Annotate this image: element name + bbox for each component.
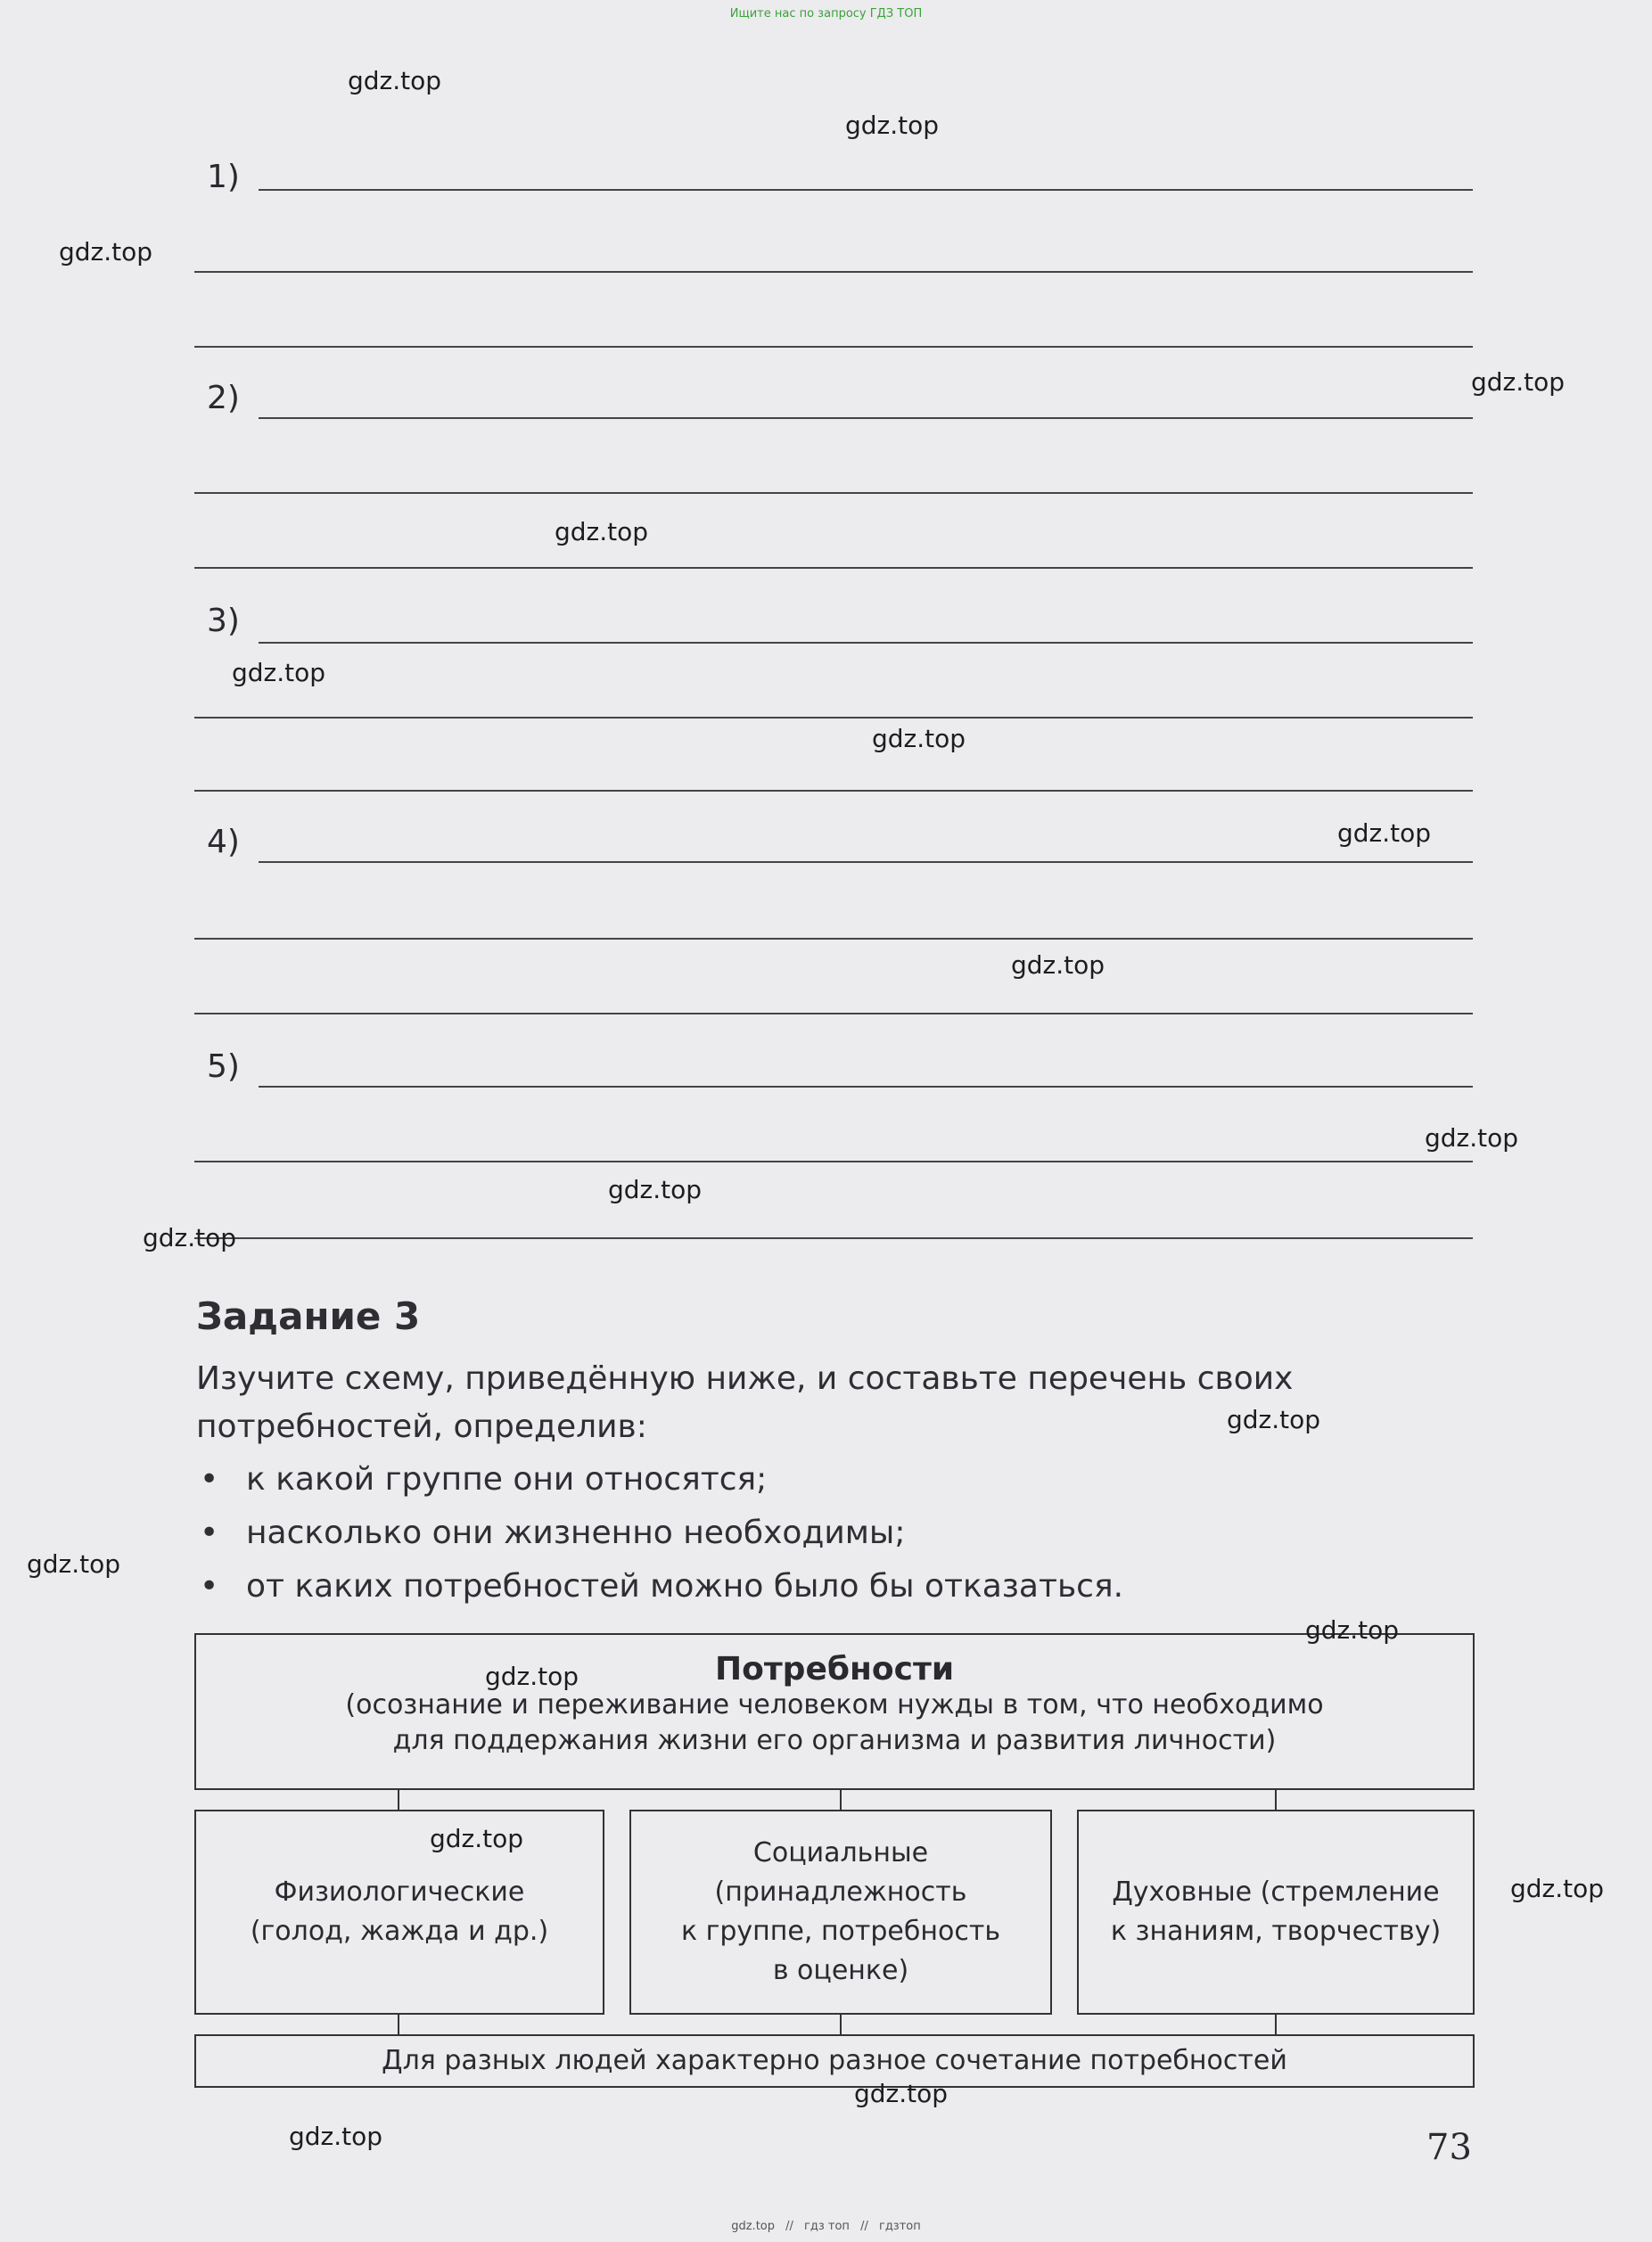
bottom-banner-separator: // bbox=[785, 2220, 793, 2233]
task-bullet-list bbox=[196, 1453, 1123, 1614]
scheme-connector bbox=[398, 1790, 399, 1810]
watermark: gdz.top bbox=[1305, 1615, 1400, 1645]
watermark: gdz.top bbox=[485, 1662, 579, 1691]
scheme-needs-definition-line1: (осознание и переживание человеком нужды в том, что необходимо bbox=[345, 1689, 1324, 1721]
task-bullet: • от каких потребностей можно было бы отказаться. bbox=[196, 1560, 1123, 1614]
scheme-physiological-box bbox=[194, 1810, 604, 2015]
watermark: gdz.top bbox=[289, 2122, 383, 2151]
scheme-needs-title: Потребности bbox=[714, 1651, 955, 1688]
task-title: Задание 3 bbox=[196, 1294, 421, 1338]
watermark: gdz.top bbox=[845, 111, 940, 140]
scheme-connector bbox=[1275, 1790, 1277, 1810]
scheme-social-examples-line: (принадлежность bbox=[714, 1877, 967, 1908]
scheme-social-title: Социальные bbox=[752, 1837, 929, 1868]
scheme-social-examples-line: к группе, потребность bbox=[680, 1916, 1001, 1947]
scheme-social-box bbox=[629, 1810, 1052, 2015]
scheme-needs-box bbox=[194, 1633, 1475, 1790]
answer-line bbox=[194, 1161, 1473, 1162]
answer-line bbox=[259, 417, 1473, 419]
answer-number-4: 4) bbox=[207, 824, 240, 860]
bottom-banner-link[interactable]: гдз топ bbox=[804, 2220, 850, 2233]
scheme-bottom-box: Для разных людей характерно разное сочетание потребностей bbox=[194, 2034, 1475, 2088]
watermark: gdz.top bbox=[1510, 1874, 1605, 1903]
scheme-connector bbox=[1275, 2015, 1277, 2034]
watermark: gdz.top bbox=[854, 2079, 949, 2108]
answer-line bbox=[194, 790, 1473, 792]
watermark: gdz.top bbox=[1425, 1123, 1519, 1153]
scheme-spiritual-box bbox=[1077, 1810, 1475, 2015]
task-bullet: • насколько они жизненно необходимы; bbox=[196, 1507, 1123, 1560]
scheme-physiological-examples: (голод, жажда и др.) bbox=[250, 1916, 549, 1947]
answer-line bbox=[194, 567, 1473, 569]
watermark: gdz.top bbox=[608, 1175, 703, 1204]
watermark: gdz.top bbox=[59, 237, 153, 267]
watermark: gdz.top bbox=[1337, 818, 1432, 848]
show-through-text bbox=[383, 535, 393, 571]
watermark: gdz.top bbox=[1227, 1405, 1321, 1434]
scheme-spiritual-line: к знаниям, творчеству) bbox=[1110, 1916, 1442, 1947]
answer-line bbox=[259, 642, 1473, 644]
watermark: gdz.top bbox=[1011, 950, 1105, 980]
bottom-banner-separator: // bbox=[860, 2220, 868, 2233]
answer-line bbox=[194, 717, 1473, 719]
top-banner[interactable]: Ищите нас по запросу ГДЗ ТОП bbox=[729, 7, 923, 21]
watermark: gdz.top bbox=[143, 1223, 237, 1252]
answer-line bbox=[259, 189, 1473, 191]
watermark: gdz.top bbox=[27, 1549, 121, 1579]
answer-number-5: 5) bbox=[207, 1048, 240, 1085]
answer-line bbox=[194, 938, 1473, 940]
answer-number-2: 2) bbox=[207, 380, 240, 416]
answer-number-1: 1) bbox=[207, 159, 240, 195]
watermark: gdz.top bbox=[348, 66, 442, 95]
answer-line bbox=[194, 346, 1473, 348]
answer-line bbox=[194, 1013, 1473, 1014]
bottom-banner-link[interactable]: гдзтоп bbox=[878, 2220, 921, 2233]
scheme-connector bbox=[840, 1790, 842, 1810]
bottom-banner-link[interactable]: gdz.top bbox=[731, 2220, 775, 2233]
scheme-connector bbox=[398, 2015, 399, 2034]
page-number: 73 bbox=[1426, 2127, 1472, 2168]
answer-line bbox=[259, 1086, 1473, 1088]
task-text: Изучите схему, приведённую ниже, и составьте перечень своих потребностей, определив: bbox=[196, 1360, 1294, 1445]
scheme-connector bbox=[840, 2015, 842, 2034]
watermark: gdz.top bbox=[1471, 367, 1566, 397]
scheme-needs-definition-line2: для поддержания жизни его организма и развития личности) bbox=[392, 1725, 1277, 1756]
answer-line bbox=[259, 861, 1473, 863]
answer-number-3: 3) bbox=[207, 603, 240, 639]
scheme-physiological-title: Физиологические bbox=[274, 1877, 525, 1908]
answer-line bbox=[194, 271, 1473, 273]
bottom-banner[interactable] bbox=[0, 2220, 1652, 2233]
watermark: gdz.top bbox=[555, 517, 649, 546]
watermark: gdz.top bbox=[872, 724, 966, 753]
answer-line bbox=[194, 492, 1473, 494]
scheme-social-examples-line: в оценке) bbox=[772, 1955, 909, 1986]
task-bullet: • к какой группе они относятся; bbox=[196, 1453, 1123, 1507]
watermark: gdz.top bbox=[232, 658, 326, 687]
answer-line bbox=[194, 1237, 1473, 1239]
scheme-spiritual-line: Духовные (стремление bbox=[1112, 1877, 1440, 1908]
watermark: gdz.top bbox=[430, 1824, 524, 1853]
